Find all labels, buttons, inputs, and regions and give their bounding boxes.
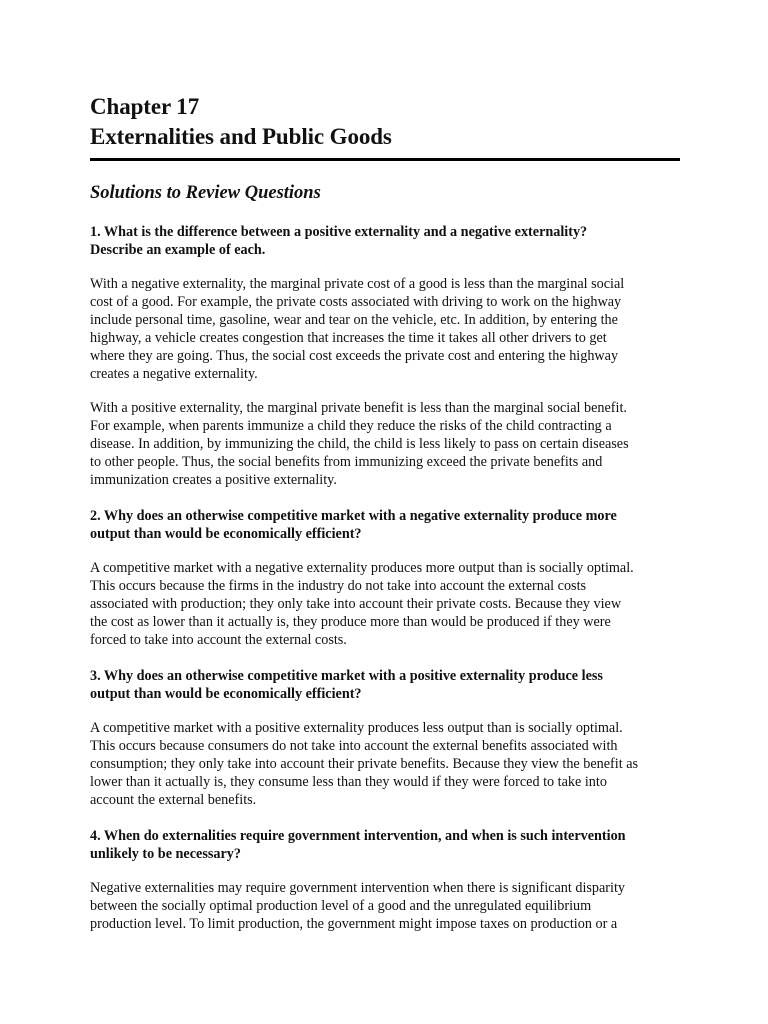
review-question (90, 507, 680, 543)
spacer (90, 703, 680, 719)
section-heading: Solutions to Review Questions (90, 183, 321, 203)
spacer (90, 863, 680, 879)
question-line: 3. Why does an otherwise competitive market with a positive externality produce less (90, 668, 603, 684)
paragraph-line: highway, a vehicle creates congestion that increases the time it takes all other drivers to get (90, 330, 607, 346)
answer-paragraph (90, 275, 680, 383)
paragraph-line: disease. In addition, by immunizing the child, the child is less likely to pass on certain diseases (90, 436, 629, 452)
paragraph-line: A competitive market with a positive externality produces less output than is socially optimal. (90, 720, 623, 736)
answer-paragraph (90, 399, 680, 489)
review-question (90, 667, 680, 703)
answer-paragraph (90, 879, 680, 933)
paragraph-line: This occurs because the firms in the industry do not take into account the external costs (90, 578, 587, 594)
paragraph-line: With a positive externality, the marginal private benefit is less than the marginal social benefit. (90, 400, 627, 416)
paragraph-line: lower than it actually is, they consume less than they would if they were forced to take into (90, 774, 607, 790)
paragraph-line: A competitive market with a negative externality produces more output than is socially optimal. (90, 560, 634, 576)
document-page (90, 92, 680, 933)
chapter-number: Chapter 17 (90, 94, 200, 119)
question-line: 2. Why does an otherwise competitive market with a negative externality produce more (90, 508, 617, 524)
document-body (90, 223, 680, 933)
paragraph-line: the cost as lower than it actually is, they produce more than would be produced if they were (90, 614, 611, 630)
paragraph-line: Negative externalities may require government intervention when there is significant disparity (90, 880, 626, 896)
question-line: Describe an example of each. (90, 242, 266, 258)
paragraph-line: immunization creates a positive externality. (90, 472, 337, 488)
spacer (90, 489, 680, 507)
paragraph-line: This occurs because consumers do not take into account the external benefits associated with (90, 738, 618, 754)
chapter-title: Externalities and Public Goods (90, 124, 392, 149)
paragraph-line: to other people. Thus, the social benefits from immunizing exceed the private benefits and (90, 454, 603, 470)
spacer (90, 259, 680, 275)
paragraph-line: account the external benefits. (90, 792, 257, 808)
question-line: 4. When do externalities require government intervention, and when is such intervention (90, 828, 626, 844)
spacer (90, 543, 680, 559)
spacer (90, 809, 680, 827)
question-line: output than would be economically efficient? (90, 686, 362, 702)
paragraph-line: where they are going. Thus, the social cost exceeds the private cost and entering the highway (90, 348, 619, 364)
spacer (90, 383, 680, 399)
question-line: output than would be economically efficient? (90, 526, 362, 542)
title-rule (90, 158, 680, 161)
paragraph-line: consumption; they only take into account their private benefits. Because they view the benefit as (90, 756, 639, 772)
answer-paragraph (90, 559, 680, 649)
paragraph-line: forced to take into account the external costs. (90, 632, 347, 648)
spacer (90, 649, 680, 667)
spacer (90, 205, 680, 223)
review-question (90, 827, 680, 863)
paragraph-line: creates a negative externality. (90, 366, 258, 382)
review-question (90, 223, 680, 259)
paragraph-line: cost of a good. For example, the private costs associated with driving to work on the highway (90, 294, 622, 310)
question-line: unlikely to be necessary? (90, 846, 241, 862)
paragraph-line: With a negative externality, the marginal private cost of a good is less than the marginal social (90, 276, 625, 292)
paragraph-line: include personal time, gasoline, wear and tear on the vehicle, etc. In addition, by entering the (90, 312, 618, 328)
paragraph-line: associated with production; they only take into account their private costs. Because they view (90, 596, 622, 612)
paragraph-line: For example, when parents immunize a child they reduce the risks of the child contracting a (90, 418, 612, 434)
paragraph-line: production level. To limit production, the government might impose taxes on production or a (90, 916, 618, 932)
question-line: 1. What is the difference between a positive externality and a negative externality? (90, 224, 588, 240)
answer-paragraph (90, 719, 680, 809)
paragraph-line: between the socially optimal production level of a good and the unregulated equilibrium (90, 898, 592, 914)
